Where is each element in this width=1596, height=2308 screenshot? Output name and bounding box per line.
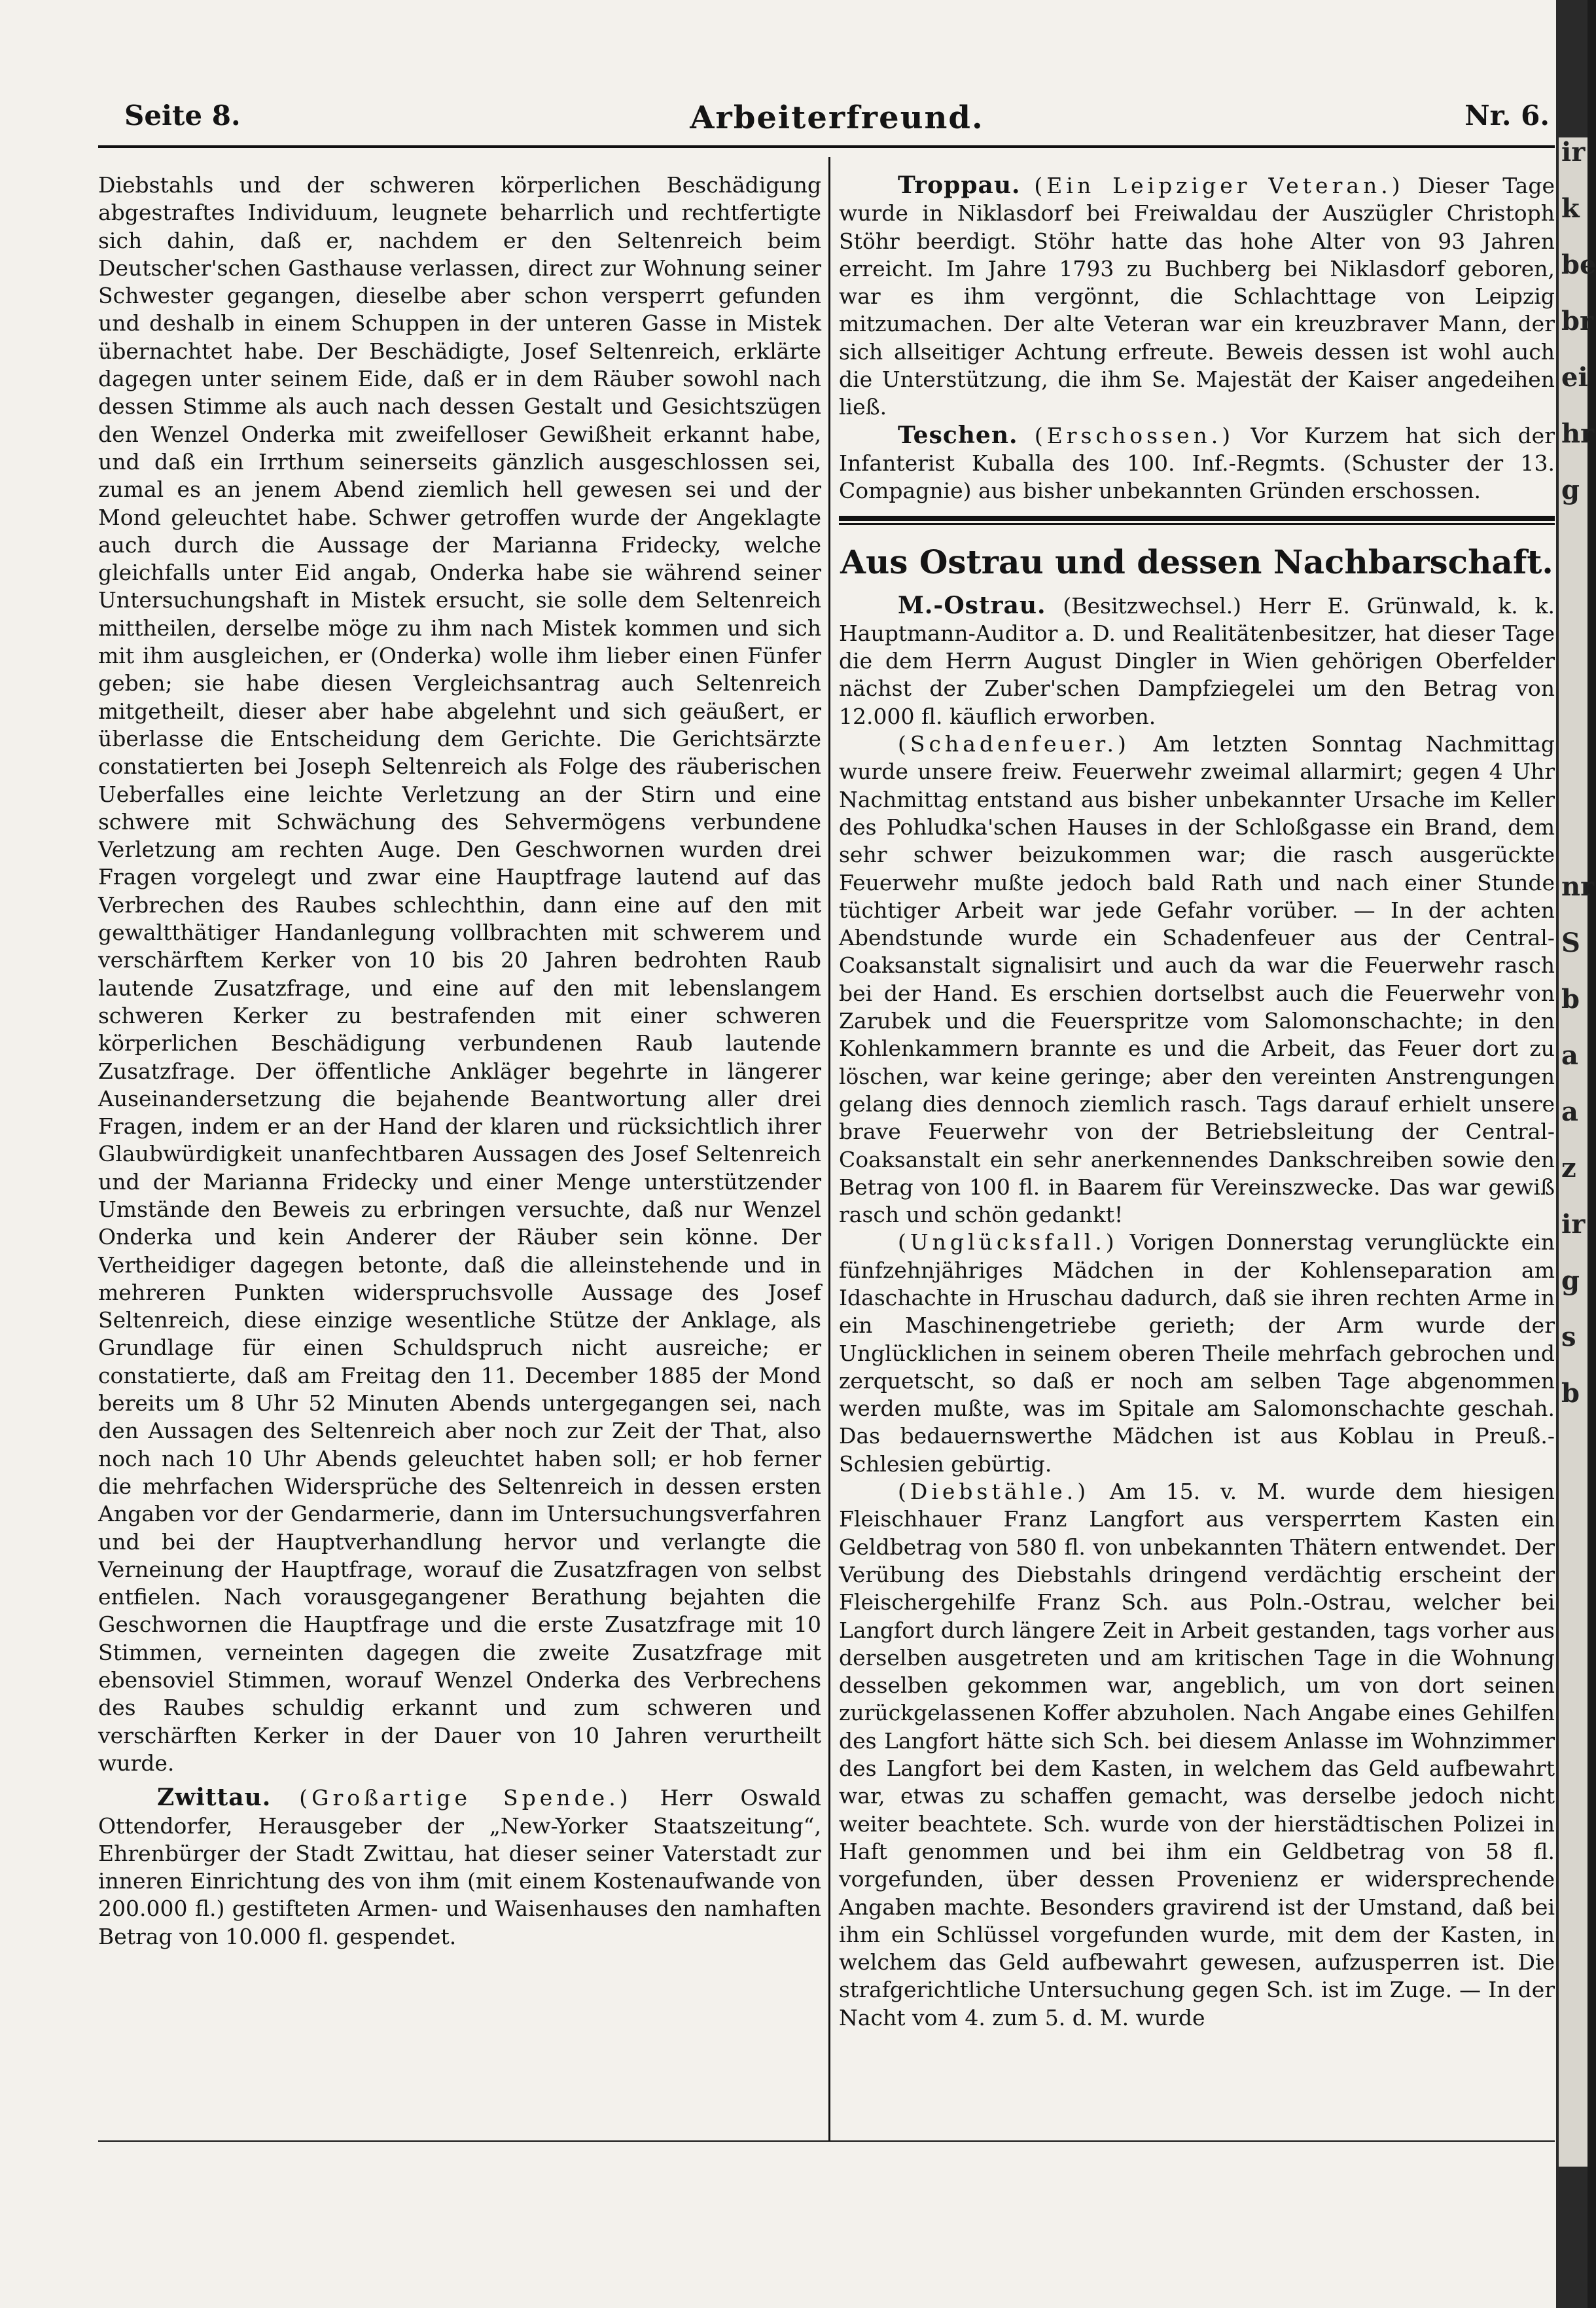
edge-fragment: ir bbox=[1561, 1209, 1586, 1240]
edge-fragment: b bbox=[1561, 984, 1580, 1015]
article-zwittau bbox=[98, 1784, 821, 1951]
section-heading-ostrau: Aus Ostrau und dessen Nachbarschaft. bbox=[840, 542, 1553, 581]
article-troppau bbox=[839, 171, 1555, 422]
topic-unglucksfall: (Unglücksfall.) bbox=[898, 1229, 1118, 1255]
topic-schadenfeuer: (Schadenfeuer.) bbox=[898, 731, 1130, 757]
edge-fragment: g bbox=[1561, 1265, 1580, 1296]
text-troppau: Dieser Tage wurde in Niklasdorf bei Freiwaldau der Auszügler Christoph Stöhr beerdigt. Stöhr hatte das hohe Alter von 93 Jahren erreicht. Im Jahre 1793 zu Buchberg bei Niklasdorf geboren, war es ihm vergönnt, die Schlachttage von Leipzig mitzumachen. Der alte Veteran war ein kreuzbraver Mann, der sich allseitiger Achtung erfreute. Beweis dessen ist wohl auch die Unterstützung, die ihm Se. Majestät der Kaiser angedeihen ließ. bbox=[839, 173, 1555, 420]
header-rule bbox=[98, 145, 1555, 148]
article-schadenfeuer bbox=[839, 730, 1555, 1229]
place-name-zwittau: Zwittau. bbox=[157, 1784, 272, 1812]
adjacent-page-edge bbox=[1556, 0, 1596, 2308]
section-rule-thick bbox=[839, 516, 1555, 521]
section-rule-thin bbox=[839, 523, 1555, 525]
text-besitzwechsel: Herr E. Grünwald, k. k. Hauptmann-Auditor a. D. und Realitätenbesitzer, hat dieser Tage die dem Herrn August Dingler in Wien gehörigen Oberfelder nächst der Zuber'schen Dampfziegelei um den Betrag von 12.000 fl. käuflich erworben. bbox=[839, 592, 1555, 729]
edge-fragment: z bbox=[1561, 1153, 1576, 1183]
edge-fragment: k bbox=[1561, 193, 1580, 224]
edge-fragment: ei bbox=[1561, 362, 1588, 393]
edge-fragment: a bbox=[1561, 1096, 1578, 1127]
column-divider bbox=[828, 157, 830, 2140]
topic-teschen: (Erschossen.) bbox=[1034, 422, 1235, 448]
edge-fragment: nr bbox=[1561, 871, 1595, 902]
edge-fragment: ir bbox=[1561, 137, 1586, 168]
left-column bbox=[98, 171, 821, 1951]
place-name-troppau: Troppau. bbox=[898, 171, 1021, 199]
edge-fragment: be bbox=[1561, 249, 1596, 280]
adjacent-page-text bbox=[1559, 137, 1596, 2167]
article-diebstaehle bbox=[839, 1478, 1555, 2032]
article-unglucksfall bbox=[839, 1229, 1555, 1478]
topic-troppau: (Ein Leipziger Veteran.) bbox=[1034, 173, 1404, 198]
page-number-label: Seite 8. bbox=[124, 99, 241, 132]
topic-zwittau: (Großartige Spende.) bbox=[299, 1785, 632, 1811]
text-schadenfeuer: Am letzten Sonntag Nachmittag wurde unsere freiw. Feuerwehr zweimal allarmirt; gegen 4 Uhr Nachmittag entstand aus bisher unbekannter Ursache im Keller des Pohludka'schen Hauses in der Schloßgasse ein Brand, dem sehr schwer beizukommen war; die rasch ausgerückte Feuerwehr mußte jedoch bald Rath und nach einer Stunde tüchtiger Arbeit war jede Gefahr vorüber. — In der achten Abendstunde wurde ein Schadenfeuer aus der Central-Coaksanstalt signalisirt und auch da war die Feuerwehr rasch bei der Hand. Es erschien dortselbst auch die Feuerwehr von Zarubek und die Feuerspritze vom Salomonschachte; in den Kohlenkammern brannte es und die Arbeit, das Feuer dort zu löschen, war keine geringe; aber den vereinten Anstrengungen gelang dies dennoch ziemlich rasch. Tags darauf erhielt unsere brave Feuerwehr von der Betriebsleitung der Central-Coaksanstalt ein sehr anerkennendes Dankschreiben sowie den Betrag von 100 fl. in Baarem für Vereinszwecke. Das war gewiß rasch und schön gedankt! bbox=[839, 731, 1555, 1228]
topic-diebstaehle: (Diebstähle.) bbox=[898, 1479, 1090, 1505]
place-name-teschen: Teschen. bbox=[898, 421, 1018, 449]
article-mostrau-besitzwechsel bbox=[839, 592, 1555, 730]
topic-besitzwechsel: (Besitzwechsel.) bbox=[1063, 592, 1242, 619]
section-rule bbox=[839, 516, 1555, 526]
text-diebstaehle: Am 15. v. M. wurde dem hiesigen Fleischhauer Franz Langfort aus versperrtem Kasten ein Geldbetrag von 580 fl. von unbekannten Thätern entwendet. Der Verübung des Diebstahls dringend verdächtig erscheint der Fleischergehilfe Franz Sch. aus Poln.-Ostrau, welcher bei Langfort durch längere Zeit in Arbeit gestanden, tags vorher aus derselben ausgetreten und am kritischen Tage in die Wohnung desselben gekommen war, angeblich, um von dort seinen zurückgelassenen Koffer abzuholen. Nach Angabe eines Gehilfen des Langfort hätte sich Sch. bei diesem Anlasse im Wohnzimmer des Langfort bei dem Kasten, in welchem das Geld aufbewahrt war, etwas zu schaffen gemacht, was derselbe jedoch nicht weiter beachtete. Sch. wurde von der hierstädtischen Polizei in Haft genommen und bei ihm ein Geldbetrag von 58 fl. vorgefunden, über dessen Provenienz er widersprechende Angaben machte. Besonders gravirend ist der Umstand, daß bei ihm ein Schlüssel vorgefunden wurde, mit dem der Kasten, in welchem das Geld aufbewahrt gewesen, aufzusperren ist. Die strafgerichtliche Untersuchung gegen Sch. ist im Zuge. — In der Nacht vom 4. zum 5. d. M. wurde bbox=[839, 1479, 1555, 2030]
issue-number: Nr. 6. bbox=[1464, 99, 1550, 132]
edge-fragment: br bbox=[1561, 306, 1594, 336]
edge-fragment: hr bbox=[1561, 418, 1595, 449]
article-robbery-trial: Diebstahls und der schweren körperlichen Beschädigung abgestraftes Individuum, leugnete beharrlich und rechtfertigte sich dahin, daß er, nachdem er den Seltenreich beim Deutscher'schen Gasthause verlassen, direct zur Wohnung seiner Schwester gegangen, dieselbe aber schon versperrt gefunden und deshalb in einem Schuppen in der unteren Gasse in Mistek übernachtet habe. Der Beschädigte, Josef Seltenreich, erklärte dagegen unter seinem Eide, daß er in dem Räuber sowohl nach dessen Stimme als auch nach dessen Gestalt und Gesichtszügen den Wenzel Onderka mit zweifelloser Gewißheit erkannt habe, und daß ein Irrthum seinerseits gänzlich ausgeschlossen sei, zumal es an jenem Abend ziemlich hell gewesen sei und der Mond geleuchtet habe. Schwer getroffen wurde der Angeklagte auch durch die Aussage der Marianna Fridecky, welche gleichfalls unter Eid angab, Onderka habe sie während seiner Untersuchungshaft in Mistek ersucht, sie solle dem Seltenreich mittheilen, derselbe möge zu ihm nach Mistek kommen und sich mit ihm ausgleichen, er (Onderka) wolle ihm lieber einen Fünfer geben; sie habe diesen Vergleichsantrag auch Seltenreich mitgetheilt, dieser aber habe abgelehnt und sich geäußert, er überlasse die Entscheidung dem Gerichte. Die Gerichtsärzte constatierten bei Joseph Seltenreich als Folge des räuberischen Ueberfalles eine leichte Verletzung an der Stirn und eine schwere mit Schwächung des Sehvermögens verbundene Verletzung am rechten Auge. Den Geschwornen wurden drei Fragen vorgelegt und zwar eine Hauptfrage lautend auf das Verbrechen des Raubes schlechthin, dann eine auf den mit gewaltthätiger Handanlegung vollbrachten mit schwerem und verschärftem Kerker von 10 bis 20 Jahren bedrohten Raub lautende Zusatzfrage, und eine auf den mit lebenslangem schweren Kerker zu bestrafenden mit einer schweren körperlichen Beschädigung verbundenen Raub lautende Zusatzfrage. Der öffentliche Ankläger begehrte in längerer Auseinandersetzung die bejahende Beantwortung aller drei Fragen, indem er an der Hand der klaren und rücksichtlich ihrer Glaubwürdigkeit unanfechtbaren Aussagen des Josef Seltenreich und der Marianna Fridecky und einer Menge unterstützender Umstände den Beweis zu erbringen versuchte, daß nur Wenzel Onderka und kein Anderer der Räuber sein könne. Der Vertheidiger dagegen betonte, daß die alleinstehende und in mehreren Punkten widerspruchsvolle Aussage des Josef Seltenreich, diese einzige wesentliche Stütze der Anklage, als Grundlage für einen Schuldspruch nicht ausreiche; er constatierte, daß am Freitag den 11. December 1885 der Mond bereits um 8 Uhr 52 Minuten Abends untergegangen sei, nach den Aussagen des Seltenreich aber noch zur Zeit der That, also noch nach 10 Uhr Abends geleuchtet haben soll; er hob ferner die mehrfachen Widersprüche des Seltenreich in dessen ersten Angaben vor der Gendarmerie, dann im Untersuchungsverfahren und bei der Hauptverhandlung hervor und verlangte die Verneinung der Hauptfrage, worauf die Zusatzfragen von selbst entfielen. Nach vorausgegangener Berathung bejahten die Geschwornen die Hauptfrage und die erste Zusatzfrage mit 10 Stimmen, verneinten dagegen die zweite Zusatzfrage mit ebensoviel Stimmen, worauf Wenzel Onderka des Verbrechens des Raubes schuldig erkannt und zum schweren und verschärften Kerker in der Dauer von 10 Jahren verurtheilt wurde. bbox=[98, 172, 821, 1776]
text-unglucksfall: Vorigen Donnerstag verunglückte ein fünfzehnjähriges Mädchen in der Kohlenseparation am Idaschachte in Hruschau dadurch, daß sie ihren rechten Arme in ein Maschinengetriebe gerieth; der Arm wurde der Unglücklichen in seinem oberen Theile mehrfach gebrochen und zerquetscht, so daß er noch am selben Tage abgenommen werden mußte, was im Spitale am Salomonschachte geschah. Das bedauernswerthe Mädchen ist aus Koblau in Preuß.-Schlesien gebürtig. bbox=[839, 1229, 1555, 1477]
newspaper-title: Arbeiterfreund. bbox=[690, 99, 984, 136]
edge-fragment: b bbox=[1561, 1378, 1580, 1409]
edge-fragment: S bbox=[1561, 928, 1580, 958]
article-teschen bbox=[839, 422, 1555, 505]
edge-fragment: g bbox=[1561, 475, 1580, 505]
edge-fragment: a bbox=[1561, 1040, 1578, 1071]
right-column bbox=[839, 171, 1555, 2032]
text-zwittau: Herr Oswald Ottendorfer, Herausgeber der „New-Yorker Staatszeitung“, Ehrenbürger der Stadt Zwittau, hat dieser seiner Vaterstadt zur inneren Einrichtung des von ihm (mit einem Kostenaufwande von 200.000 fl.) gestifteten Armen- und Waisenhauses den namhaften Betrag von 10.000 fl. gespendet. bbox=[98, 1785, 821, 1949]
edge-fragment: s bbox=[1561, 1322, 1576, 1352]
text-teschen: Vor Kurzem hat sich der Infanterist Kuballa des 100. Inf.-Regmts. (Schuster der 13. Compagnie) aus bisher unbekannten Gründen erschossen. bbox=[839, 422, 1555, 504]
page-header bbox=[124, 99, 1550, 139]
bottom-rule bbox=[98, 2140, 1555, 2142]
place-name-mostrau: M.-Ostrau. bbox=[898, 591, 1046, 619]
